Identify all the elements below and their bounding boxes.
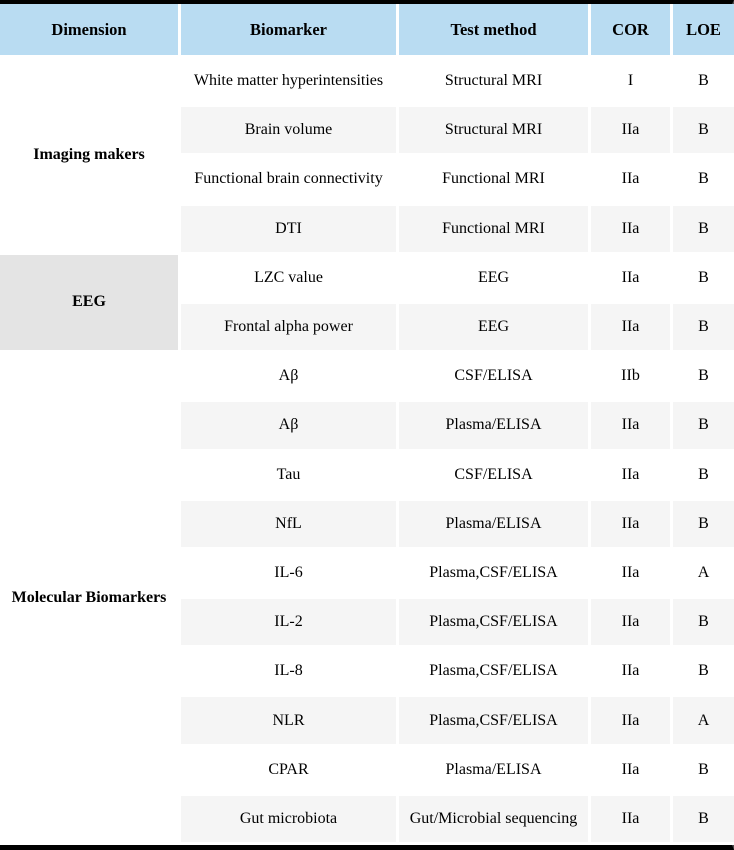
loe-cell: B [673,353,734,402]
loe-cell: A [673,697,734,746]
cor-cell: IIa [591,107,673,156]
loe-cell: B [673,599,734,648]
test-method-cell: CSF/ELISA [399,353,591,402]
test-method-cell: EEG [399,304,591,353]
biomarker-cell: Frontal alpha power [181,304,399,353]
dimension-cell: EEG [0,255,181,353]
biomarker-cell: CPAR [181,747,399,796]
biomarker-table [0,4,734,845]
column-header-loe: LOE [673,4,734,58]
biomarker-cell: White matter hyperintensities [181,58,399,107]
loe-cell: B [673,648,734,697]
cor-cell: IIb [591,353,673,402]
column-header-biomarker: Biomarker [181,4,399,58]
table-body [0,58,734,845]
test-method-cell: Functional MRI [399,206,591,255]
cor-cell: IIa [591,599,673,648]
biomarker-cell: NLR [181,697,399,746]
loe-cell: B [673,206,734,255]
cor-cell: IIa [591,304,673,353]
column-header-test-method: Test method [399,4,591,58]
cor-cell: IIa [591,402,673,451]
cor-cell: IIa [591,452,673,501]
biomarker-cell: Aβ [181,402,399,451]
test-method-cell: Plasma/ELISA [399,747,591,796]
loe-cell: B [673,747,734,796]
test-method-cell: CSF/ELISA [399,452,591,501]
test-method-cell: Plasma,CSF/ELISA [399,599,591,648]
dimension-cell: Molecular Biomarkers [0,353,181,845]
biomarker-cell: Brain volume [181,107,399,156]
table-row [0,353,734,402]
biomarker-cell: Tau [181,452,399,501]
cor-cell: IIa [591,648,673,697]
loe-cell: B [673,255,734,304]
cor-cell: IIa [591,697,673,746]
cor-cell: IIa [591,156,673,205]
cor-cell: IIa [591,796,673,845]
loe-cell: B [673,107,734,156]
biomarker-cell: IL-2 [181,599,399,648]
test-method-cell: Plasma,CSF/ELISA [399,697,591,746]
loe-cell: A [673,550,734,599]
biomarker-cell: DTI [181,206,399,255]
dimension-cell: Imaging makers [0,58,181,255]
test-method-cell: Plasma/ELISA [399,501,591,550]
test-method-cell: Plasma,CSF/ELISA [399,648,591,697]
table-row [0,58,734,107]
biomarker-cell: IL-8 [181,648,399,697]
test-method-cell: Gut/Microbial sequencing [399,796,591,845]
test-method-cell: Plasma,CSF/ELISA [399,550,591,599]
column-header-dimension: Dimension [0,4,181,58]
test-method-cell: EEG [399,255,591,304]
loe-cell: B [673,452,734,501]
loe-cell: B [673,402,734,451]
biomarker-cell: NfL [181,501,399,550]
loe-cell: B [673,156,734,205]
cor-cell: IIa [591,206,673,255]
header-row [0,4,734,58]
cor-cell: I [591,58,673,107]
biomarker-cell: LZC value [181,255,399,304]
cor-cell: IIa [591,747,673,796]
loe-cell: B [673,304,734,353]
test-method-cell: Structural MRI [399,58,591,107]
biomarker-cell: IL-6 [181,550,399,599]
cor-cell: IIa [591,550,673,599]
cor-cell: IIa [591,501,673,550]
loe-cell: B [673,796,734,845]
biomarker-cell: Functional brain connectivity [181,156,399,205]
test-method-cell: Functional MRI [399,156,591,205]
test-method-cell: Plasma/ELISA [399,402,591,451]
biomarker-cell: Gut microbiota [181,796,399,845]
biomarker-cell: Aβ [181,353,399,402]
column-header-cor: COR [591,4,673,58]
loe-cell: B [673,58,734,107]
cor-cell: IIa [591,255,673,304]
table-row [0,255,734,304]
test-method-cell: Structural MRI [399,107,591,156]
loe-cell: B [673,501,734,550]
